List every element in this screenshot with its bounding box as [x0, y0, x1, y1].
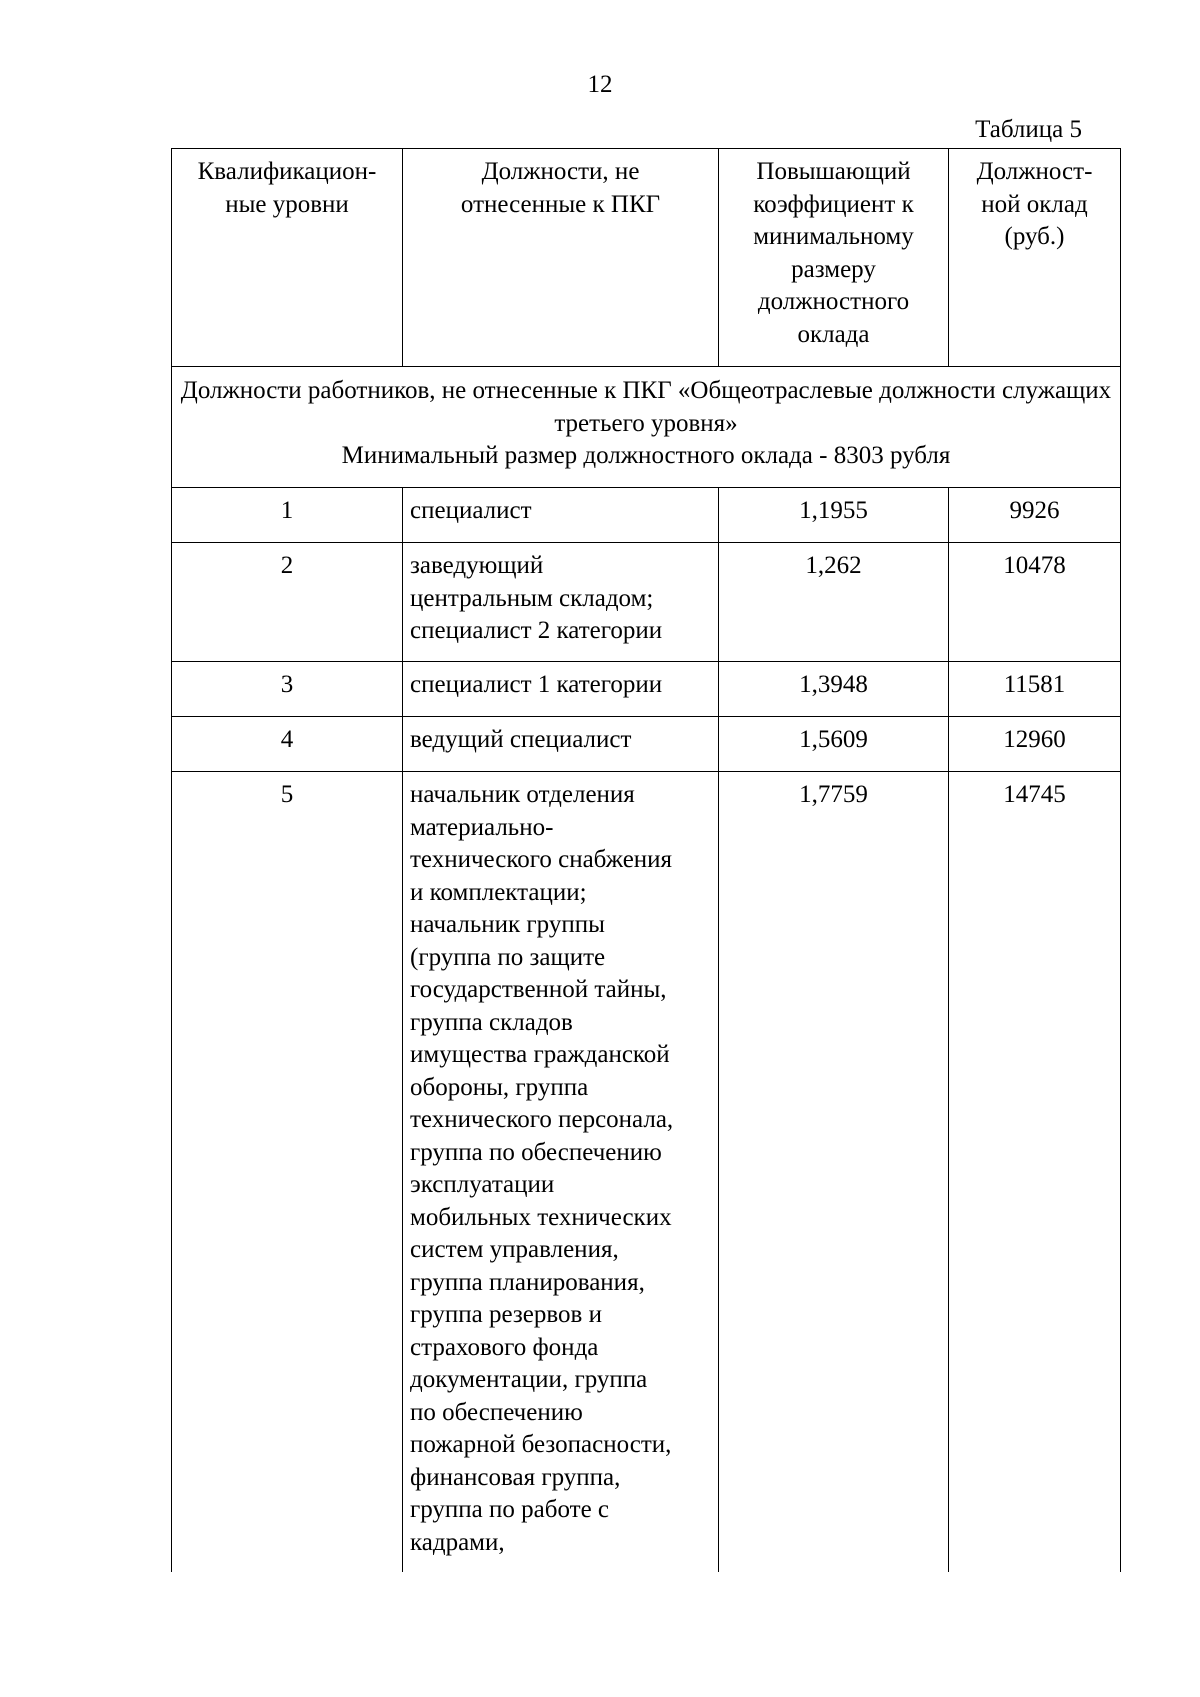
cell-position: ведущий специалист [403, 717, 719, 772]
cell-coefficient: 1,3948 [719, 662, 949, 717]
cell-qualification-level: 1 [172, 488, 403, 543]
cell-qualification-level: 3 [172, 662, 403, 717]
cell-position: специалист [403, 488, 719, 543]
table-row [172, 717, 1121, 772]
cell-position: заведующий центральным складом; специалист 2 категории [403, 543, 719, 662]
cell-salary: 12960 [949, 717, 1121, 772]
cell-salary: 11581 [949, 662, 1121, 717]
table-row [172, 772, 1121, 1572]
section-heading [172, 367, 1121, 488]
table-header-row [172, 149, 1121, 367]
table-caption: Таблица 5 [975, 116, 1082, 143]
cell-coefficient: 1,262 [719, 543, 949, 662]
header-position: Должности, не отнесенные к ПКГ [403, 149, 719, 367]
cell-salary: 14745 [949, 772, 1121, 1572]
page-number: 12 [587, 71, 613, 98]
cell-salary: 10478 [949, 543, 1121, 662]
cell-coefficient: 1,1955 [719, 488, 949, 543]
cell-salary: 9926 [949, 488, 1121, 543]
table-row [172, 488, 1121, 543]
header-salary: Должност- ной оклад (руб.) [949, 149, 1121, 367]
table-body [172, 488, 1121, 1572]
table-row [172, 543, 1121, 662]
cell-coefficient: 1,5609 [719, 717, 949, 772]
cell-qualification-level: 4 [172, 717, 403, 772]
header-coefficient: Повышающий коэффициент к минимальному размеру должностного оклада [719, 149, 949, 367]
header-qualification-level: Квалификацион- ные уровни [172, 149, 403, 367]
section-row [172, 367, 1121, 488]
cell-position: начальник отделения материально- технического снабжения и комплектации; начальник группы (группа по защите государственной тайны, группа складов имущества гражданской обороны, группа технического персонала, группа по обеспечению эксплуатации мобильных технических систем управления, группа планирования, группа резервов и страхового фонда документации, группа по обеспечению пожарной безопасности, финансовая группа, группа по работе с кадрами, [403, 772, 719, 1572]
cell-position: специалист 1 категории [403, 662, 719, 717]
cell-qualification-level: 5 [172, 772, 403, 1572]
section-min-salary: Минимальный размер должностного оклада - 8303 рубля [341, 442, 951, 469]
section-title: Должности работников, не отнесенные к ПКГ «Общеотраслевые должности служащих третьего уровня» [180, 377, 1112, 437]
salary-table [171, 148, 1121, 1572]
table-row [172, 662, 1121, 717]
cell-coefficient: 1,7759 [719, 772, 949, 1572]
cell-qualification-level: 2 [172, 543, 403, 662]
